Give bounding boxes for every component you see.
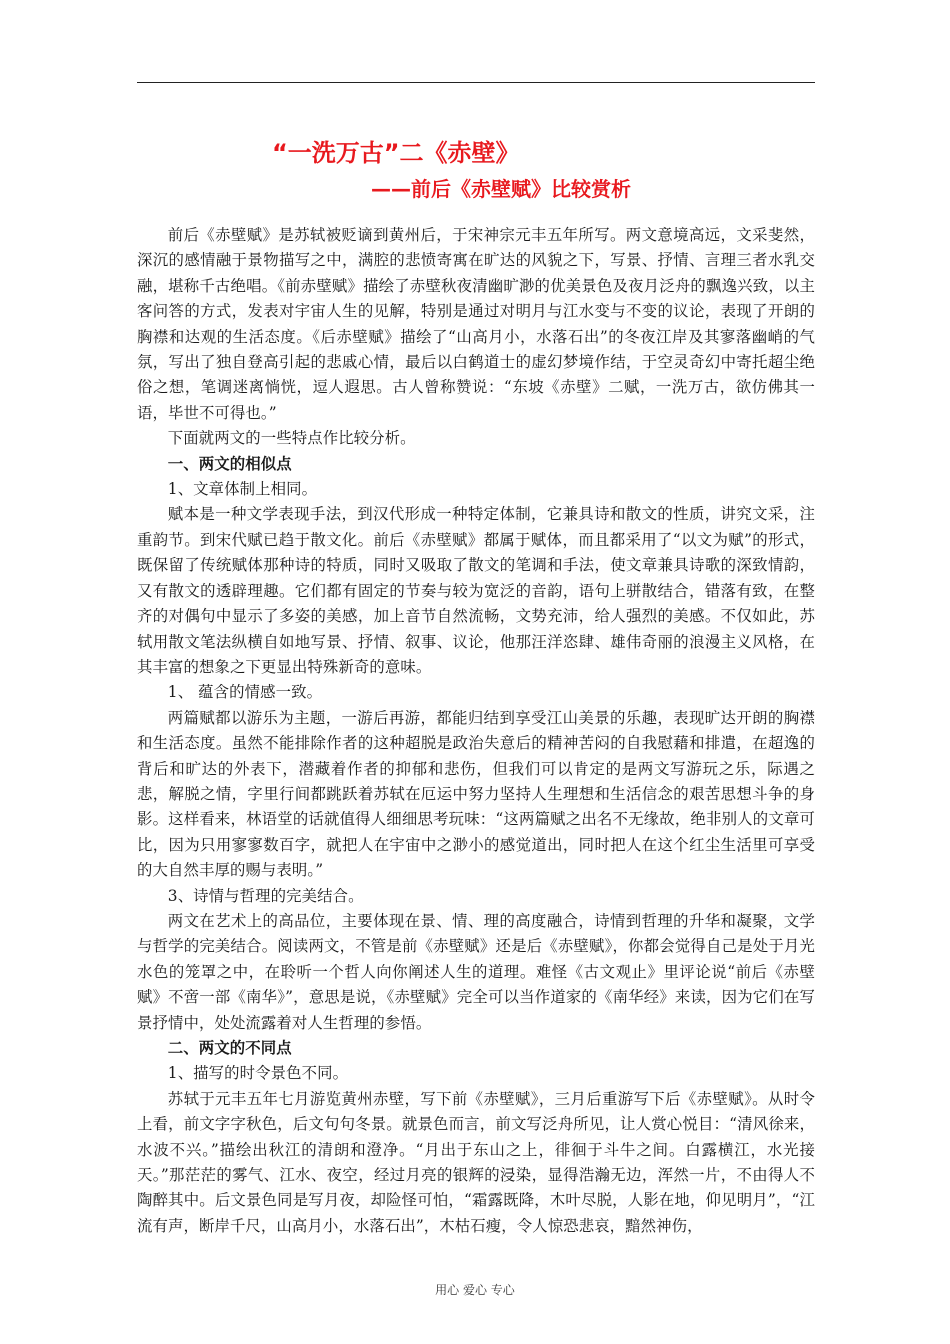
document-body <box>137 223 815 1239</box>
section-heading: 一、两文的相似点 <box>167 454 292 473</box>
paragraph: 1、文章体制上相同。 <box>167 480 318 499</box>
document-subtitle: ——前后《赤壁赋》比较赏析 <box>371 177 631 201</box>
paragraph: 赋本是一种文学表现手法，到汉代形成一种特定体制，它兼具诗和散文的性质，讲究文采，注重韵节。到宋代赋已趋于散文化。前后《赤壁赋》都属于赋体，而且都采用了“以文为赋”的形式，既保留了传统赋体那种诗的特质，同时又吸取了散文的笔调和手法，使文章兼具诗歌的深致情韵，又有散文的透辟理趣。它们都有固定的节奏与较为宽泛的音韵，语句上骈散结合，错落有致，在整齐的对偶句中显示了多姿的美感，加上音节自然流畅，文势充沛，给人强烈的美感。不仅如此，苏轼用散文笔法纵横自如地写景、抒情、叙事、议论，他那汪洋恣肆、雄伟奇丽的浪漫主义风格，在其丰富的想象之下更显出特殊新奇的意味。 <box>137 505 815 676</box>
paragraph: 1、 蕴含的情感一致。 <box>167 683 323 702</box>
paragraph: 苏轼于元丰五年七月游览黄州赤壁，写下前《赤壁赋》，三月后重游写下后《赤壁赋》。从时令上看，前文字字秋色，后文句句冬景。就景色而言，前文写泛舟所见，让人赏心悦目：“清风徐来，水波不兴。”描绘出秋江的清朗和澄净。“月出于东山之上，徘徊于斗牛之间。白露横江，水光接天。”那茫茫的雾气、江水、夜空，经过月亮的银辉的浸染，显得浩瀚无边，浑然一片，不由得人不陶醉其中。后文景色同是写月夜，却险怪可怕，“霜露既降，木叶尽脱，人影在地，仰见明月”，“江流有声，断岸千尺，山高月小，水落石出”，木枯石瘦，令人惊恐悲哀，黯然神伤， <box>137 1089 815 1235</box>
paragraph: 3、诗情与哲理的完美结合。 <box>167 886 364 905</box>
paragraph: 前后《赤壁赋》是苏轼被贬谪到黄州后，于宋神宗元丰五年所写。两文意境高远，文采斐然，深沉的感情融于景物描写之中，满腔的悲愤寄寓在旷达的风貌之下，写景、抒情、言理三者水乳交融，堪称千古绝唱。《前赤壁赋》描绘了赤壁秋夜清幽旷渺的优美景色及夜月泛舟的飘逸兴致，以主客问答的方式，发表对宇宙人生的见解，特别是通过对明月与江水变与不变的议论，表现了开朗的胸襟和达观的生活态度。《后赤壁赋》描绘了“山高月小，水落石出”的冬夜江岸及其寥落幽峭的气氛，写出了独自登高引起的悲戚心情，最后以白鹤道士的虚幻梦境作结，于空灵奇幻中寄托超尘绝俗之想，笔调迷离惝恍，逗人遐思。古人曾称赞说：“东坡《赤壁》二赋，一洗万古，欲仿佛其一语，毕世不可得也。” <box>137 226 815 422</box>
page-footer: 用心 爱心 专心 <box>435 1283 515 1297</box>
paragraph: 下面就两文的一些特点作比较分析。 <box>167 429 416 448</box>
document-title: “一洗万古”二《赤壁》 <box>272 139 520 167</box>
paragraph: 1、描写的时令景色不同。 <box>167 1064 349 1083</box>
paragraph: 两文在艺术上的高品位，主要体现在景、情、理的高度融合，诗情到哲理的升华和凝聚，文学与哲学的完美结合。阅读两文，不管是前《赤壁赋》还是后《赤壁赋》，你都会觉得自己是处于月光水色的笼罩之中，在聆听一个哲人向你阐述人生的道理。难怪《古文观止》里评论说“前后《赤壁赋》不啻一部《南华》”，意思是说，《赤壁赋》完全可以当作道家的《南华经》来读，因为它们在写景抒情中，处处流露着对人生哲理的参悟。 <box>137 911 815 1032</box>
paragraph: 两篇赋都以游乐为主题，一游后再游，都能归结到享受江山美景的乐趣，表现旷达开朗的胸襟和生活态度。虽然不能排除作者的这种超脱是政治失意后的精神苦闷的自我慰藉和排遣，在超逸的背后和旷达的外表下，潜藏着作者的抑郁和悲伤，但我们可以肯定的是两文写游玩之乐，际遇之悲，解脱之情，字里行间都跳跃着苏轼在厄运中努力坚持人生理想和生活信念的艰苦思想斗争的身影。这样看来，林语堂的话就值得人细细思考玩味：“这两篇赋之出名不无缘故，绝非别人的文章可比，因为只用寥寥数百字，就把人在宇宙中之渺小的感觉道出，同时把人在这个红尘生活里可享受的大自然丰厚的赐与表明。” <box>137 708 815 880</box>
header-rule <box>137 82 815 83</box>
section-heading: 二、两文的不同点 <box>167 1039 292 1057</box>
